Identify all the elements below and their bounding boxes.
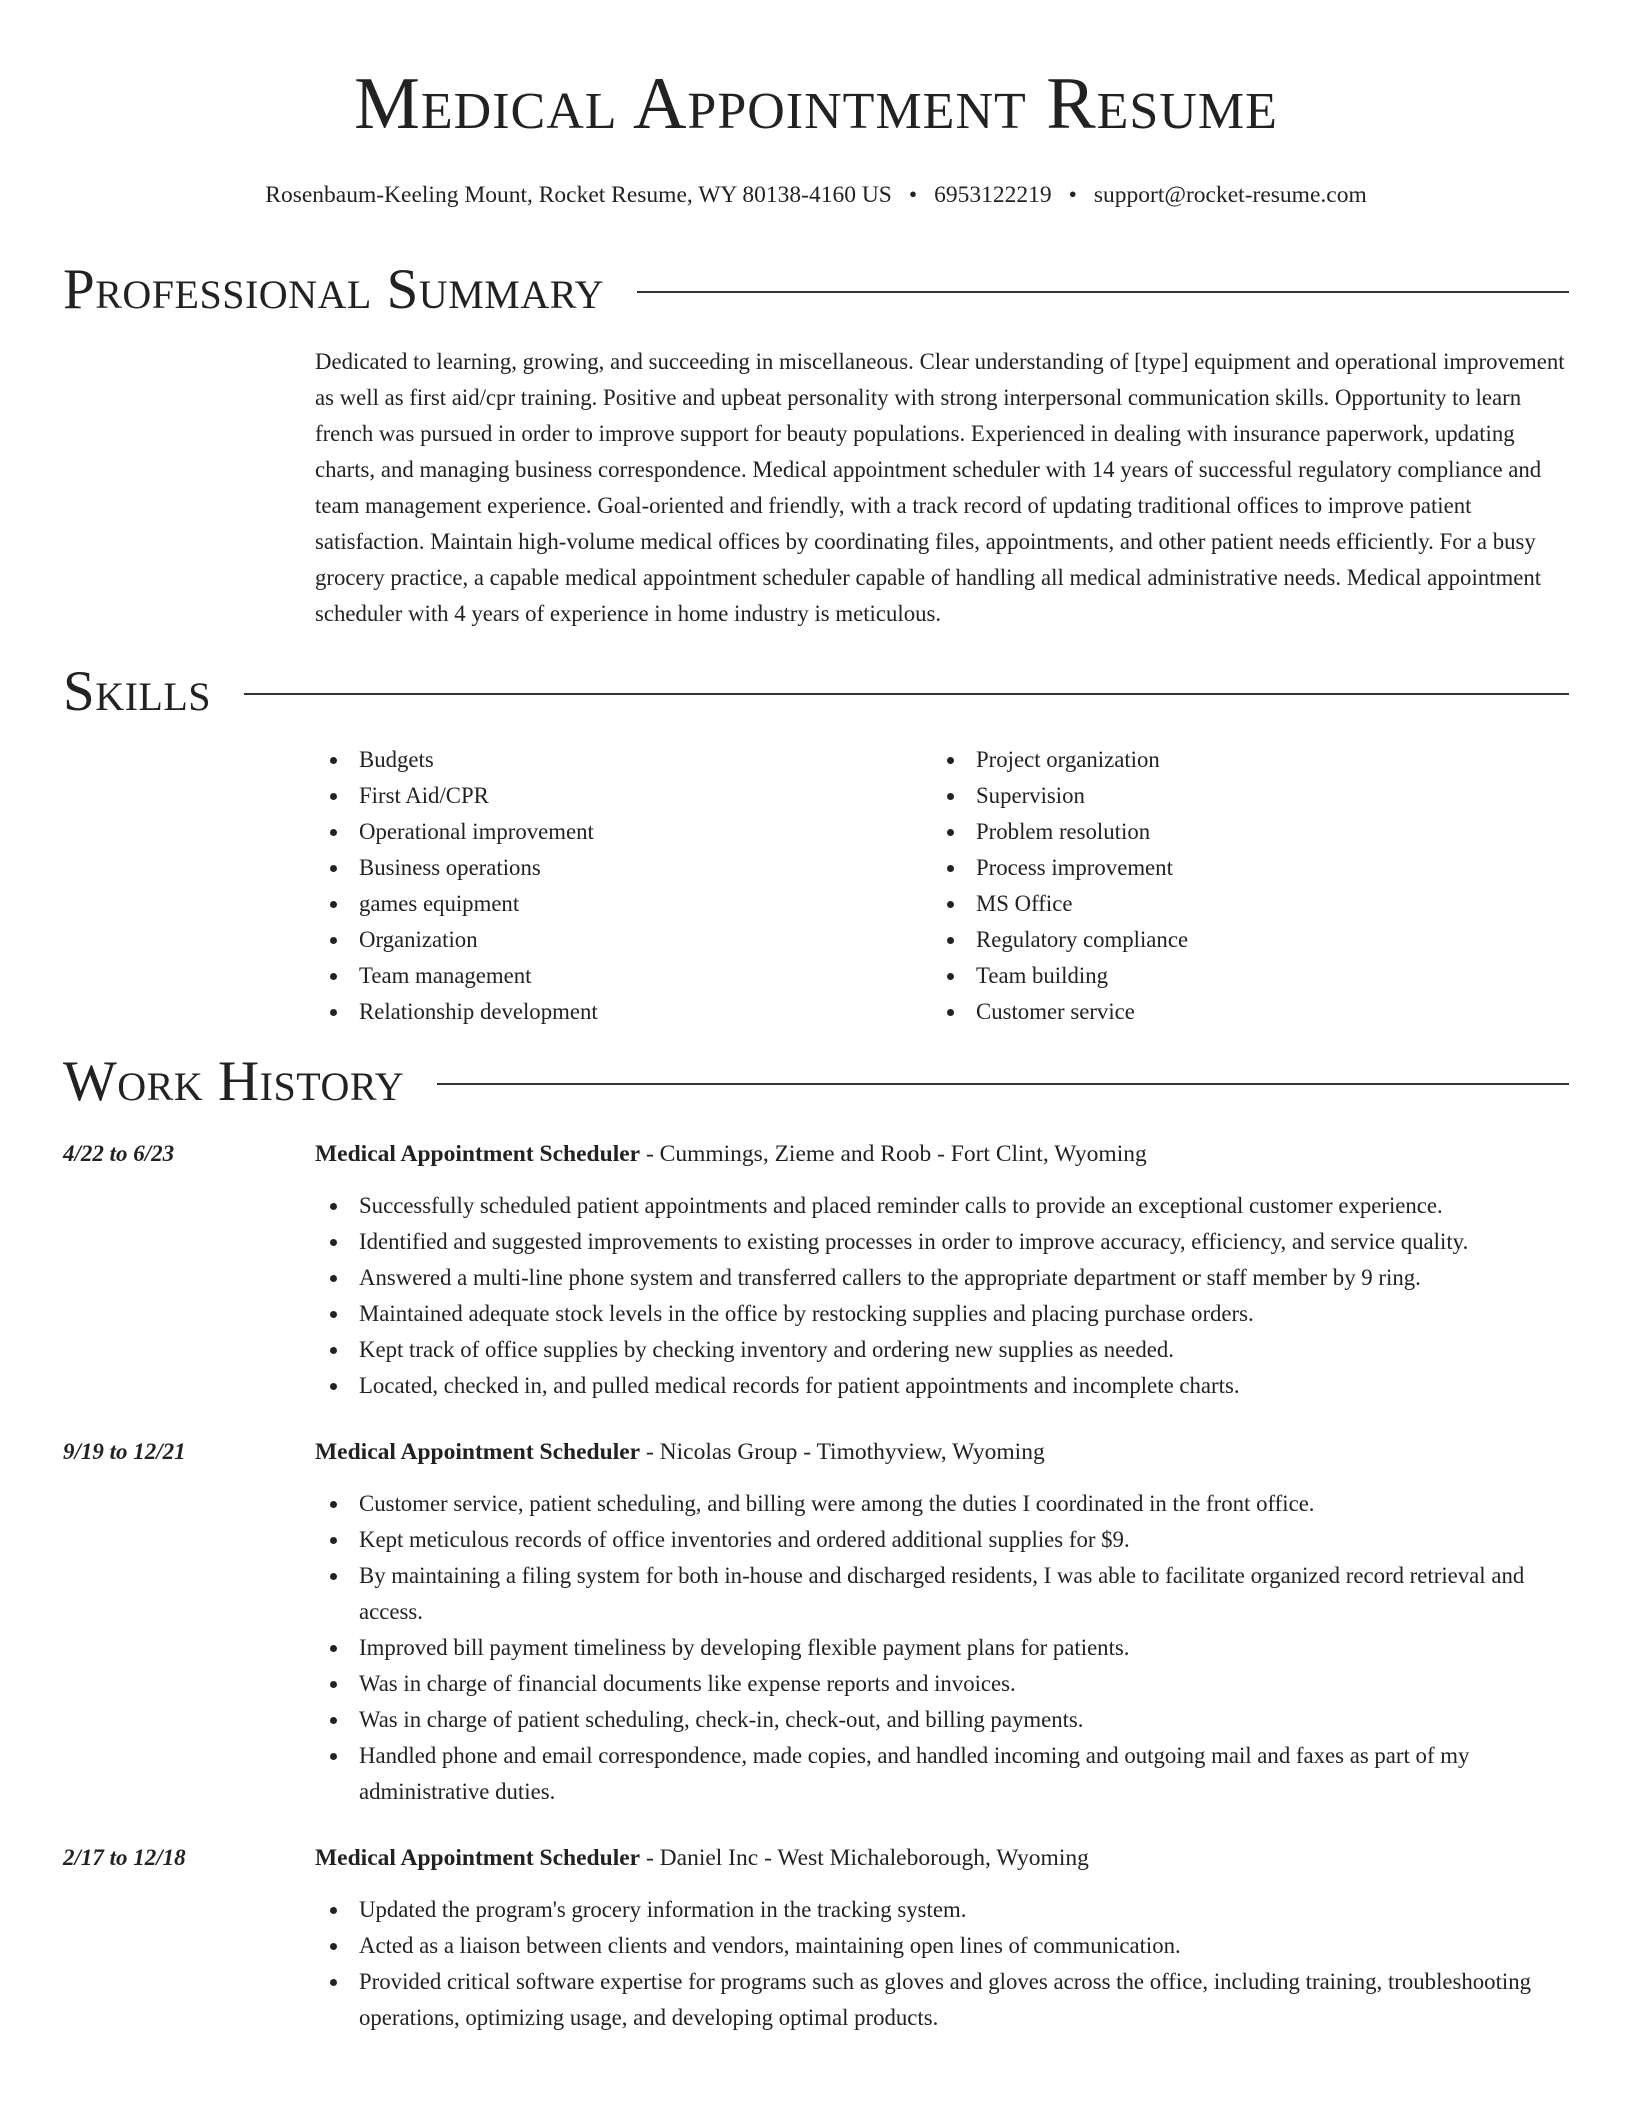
skill-item: First Aid/CPR [315,778,932,814]
job-bullets [315,1892,1569,2036]
job-bullet: Was in charge of financial documents like expense reports and invoices. [315,1666,1569,1702]
job-bullet: Located, checked in, and pulled medical records for patient appointments and incomplete charts. [315,1368,1569,1404]
job-company: - Nicolas Group - Timothyview, Wyoming [640,1439,1045,1465]
job-dates: 4/22 to 6/23 [63,1141,175,1166]
job-bullet: Maintained adequate stock levels in the office by restocking supplies and placing purchase orders. [315,1296,1569,1332]
job-bullet: Provided critical software expertise for programs such as gloves and gloves across the office, including training, troubleshooting operations, optimizing usage, and developing optimal products. [315,1964,1569,2036]
skill-item: Operational improvement [315,814,932,850]
contact-separator: • [908,182,918,208]
job-heading [315,1136,1569,1172]
job-bullets [315,1188,1569,1404]
job-dates: 2/17 to 12/18 [63,1845,186,1870]
job-bullet: Was in charge of patient scheduling, check-in, check-out, and billing payments. [315,1702,1569,1738]
skill-item: Problem resolution [932,814,1549,850]
resume-title: Medical Appointment Resume [354,63,1278,145]
job-entry [63,1136,1569,1404]
skill-item: Project organization [932,742,1549,778]
job-title: Medical Appointment Scheduler [315,1845,641,1871]
skills-column-right [932,742,1549,1030]
skill-item: Business operations [315,850,932,886]
summary-text: Dedicated to learning, growing, and succeeding in miscellaneous. Clear understanding of [type] equipment and operational improvement as well as first aid/cpr training. Positive and upbeat personality with strong interpersonal communication skills. Opportunity to learn french was pursued in order to improve support for beauty populations. Experienced in dealing with insurance paperwork, updating charts, and managing business correspondence. Medical appointment scheduler with 14 years of successful regulatory compliance and team management experience. Goal-oriented and friendly, with a track record of updating traditional offices to improve patient satisfaction. Maintain high-volume medical offices by coordinating files, appointments, and other patient needs efficiently. For a busy grocery practice, a capable medical appointment scheduler capable of handling all medical administrative needs. Medical appointment scheduler with 4 years of experience in home industry is meticulous. [315,349,1565,626]
job-bullet: Updated the program's grocery information in the tracking system. [315,1892,1569,1928]
job-bullet: Successfully scheduled patient appointments and placed reminder calls to provide an exceptional customer experience. [315,1188,1569,1224]
job-title: Medical Appointment Scheduler [315,1141,641,1167]
skills-section-header [63,660,1569,724]
job-title: Medical Appointment Scheduler [315,1439,641,1465]
skills-heading: Skills [63,660,212,723]
job-bullet: Kept track of office supplies by checking inventory and ordering new supplies as needed. [315,1332,1569,1368]
work-history-section-header [63,1050,1569,1114]
contact-separator: • [1068,182,1077,208]
job-company: - Daniel Inc - West Michaleborough, Wyoming [640,1845,1089,1871]
skills-list [315,742,1569,1030]
skill-item: Relationship development [315,994,932,1030]
contact-email: support@rocket-resume.com [1093,182,1367,208]
section-divider [437,1083,1569,1085]
job-bullet: Identified and suggested improvements to existing processes in order to improve accuracy, efficiency, and service quality. [315,1224,1569,1260]
contact-address: Rosenbaum-Keeling Mount, Rocket Resume, WY 80138-4160 US [265,182,892,208]
contact-line [63,180,1569,210]
job-company: - Cummings, Zieme and Roob - Fort Clint, Wyoming [640,1141,1147,1167]
skill-item: Team building [932,958,1549,994]
job-bullets [315,1486,1569,1810]
job-bullet: By maintaining a filing system for both in-house and discharged residents, I was able to facilitate organized record retrieval and access. [315,1558,1569,1630]
skill-item: Team management [315,958,932,994]
skill-item: Budgets [315,742,932,778]
skill-item: Supervision [932,778,1549,814]
job-heading [315,1434,1569,1470]
job-bullet: Improved bill payment timeliness by developing flexible payment plans for patients. [315,1630,1569,1666]
skill-item: Regulatory compliance [932,922,1549,958]
job-bullet: Customer service, patient scheduling, and billing were among the duties I coordinated in the front office. [315,1486,1569,1522]
contact-phone: 6953122219 [934,182,1052,208]
job-entry [63,1840,1569,2036]
job-details [315,1840,1569,2036]
section-divider [244,693,1569,695]
skill-item: Customer service [932,994,1549,1030]
job-details [315,1136,1569,1404]
skill-item: Organization [315,922,932,958]
job-bullet: Handled phone and email correspondence, made copies, and handled incoming and outgoing mail and faxes as part of my administrative duties. [315,1738,1569,1810]
job-entry [63,1434,1569,1810]
skill-item: MS Office [932,886,1549,922]
summary-heading: Professional Summary [63,258,605,321]
work-history-list [63,1136,1569,2036]
job-details [315,1434,1569,1810]
work-history-heading: Work History [63,1050,405,1113]
skill-item: Process improvement [932,850,1549,886]
skill-item: games equipment [315,886,932,922]
job-bullet: Answered a multi-line phone system and transferred callers to the appropriate department or staff member by 9 ring. [315,1260,1569,1296]
summary-section-header [63,258,1569,322]
skills-column-left [315,742,932,1030]
job-dates: 9/19 to 12/21 [63,1439,186,1464]
job-heading [315,1840,1569,1876]
job-bullet: Acted as a liaison between clients and vendors, maintaining open lines of communication. [315,1928,1569,1964]
job-bullet: Kept meticulous records of office inventories and ordered additional supplies for $9. [315,1522,1569,1558]
section-divider [637,291,1569,293]
